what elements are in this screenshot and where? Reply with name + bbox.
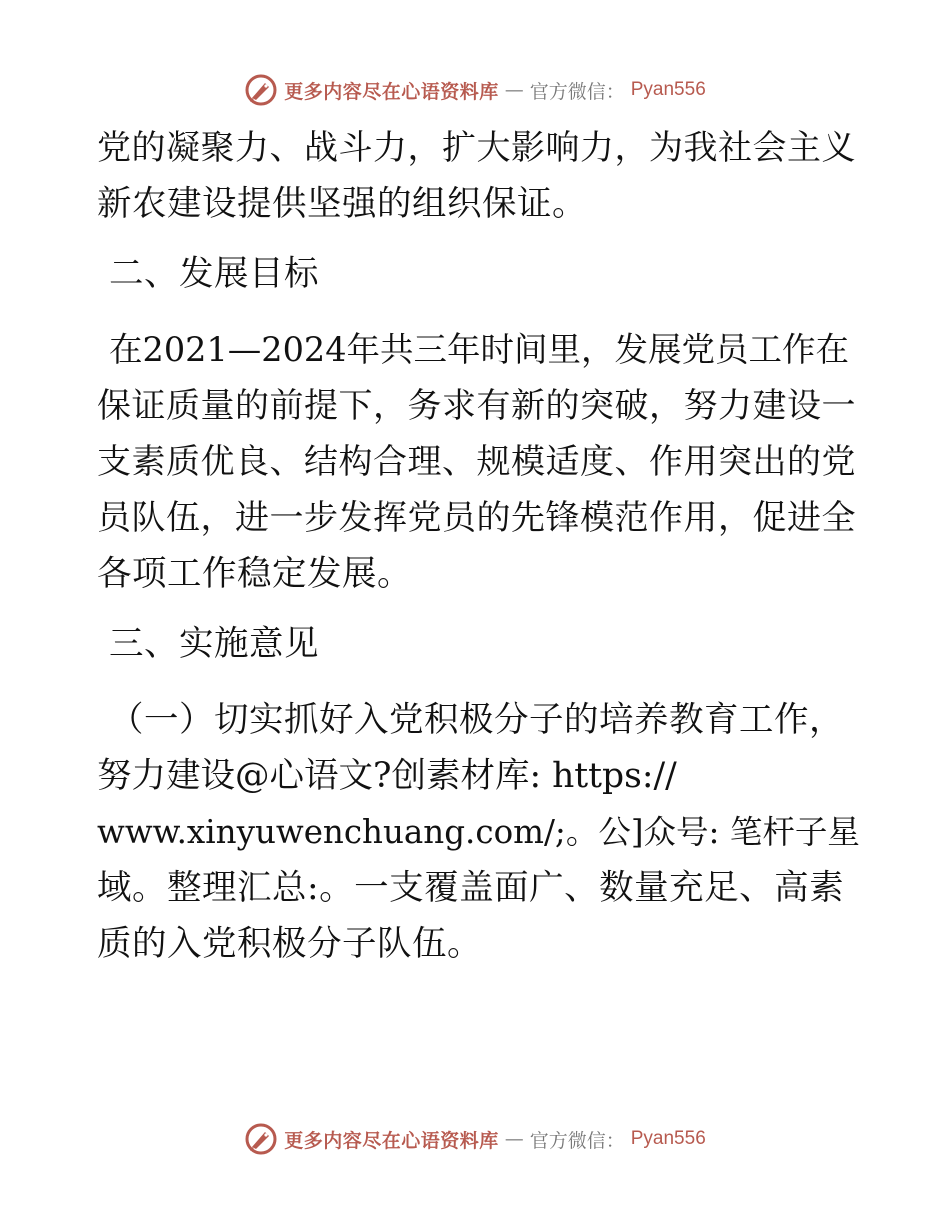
paragraph-line: 质的入党积极分子队伍。 (97, 924, 482, 964)
paragraph-line: 新农建设提供坚强的组织保证。 (97, 184, 587, 224)
section-heading: 三、实施意见 (109, 624, 319, 664)
banner-wechat-id: Pyan556 (630, 79, 706, 100)
section-heading: 二、发展目标 (109, 254, 319, 294)
banner-site-name: 更多内容尽在心语资料库 (284, 1129, 499, 1152)
banner-site-name: 更多内容尽在心语资料库 (284, 80, 499, 103)
paragraph-line: 各项工作稳定发展。 (97, 554, 412, 594)
paragraph-line: 员队伍，进一步发挥党员的先锋模范作用，促进全 (97, 498, 856, 538)
paragraph-line: 努力建设@心语文?创素材库: https:// (97, 756, 677, 796)
banner-wechat-id: Pyan556 (630, 1128, 706, 1149)
paragraph-line: www.xinyuwenchuang.com/;。公]众号: 笔杆子星 (97, 813, 860, 851)
footer-banner (0, 1119, 950, 1159)
fountain-pen-seal-icon (244, 1122, 278, 1156)
document-body (97, 120, 860, 972)
paragraph-line: 在2021—2024年共三年时间里，发展党员工作在 (109, 330, 850, 369)
header-banner (0, 70, 950, 110)
banner-separator: — (504, 1128, 524, 1150)
paragraph-line: 支素质优良、结构合理、规模适度、作用突出的党 (97, 442, 856, 482)
paragraph-line: 域。整理汇总:。一支覆盖面广、数量充足、高素 (97, 868, 845, 908)
banner-separator: — (504, 79, 524, 101)
banner-wechat-label: 官方微信： (529, 1129, 625, 1152)
paragraph-line: 党的凝聚力、战斗力，扩大影响力，为我社会主义 (97, 128, 856, 168)
paragraph-line: 保证质量的前提下，务求有新的突破，努力建设一 (97, 386, 856, 426)
fountain-pen-seal-icon (244, 73, 278, 107)
paragraph-line: （一）切实抓好入党积极分子的培养教育工作， (109, 700, 844, 740)
banner-wechat-label: 官方微信： (529, 80, 625, 103)
